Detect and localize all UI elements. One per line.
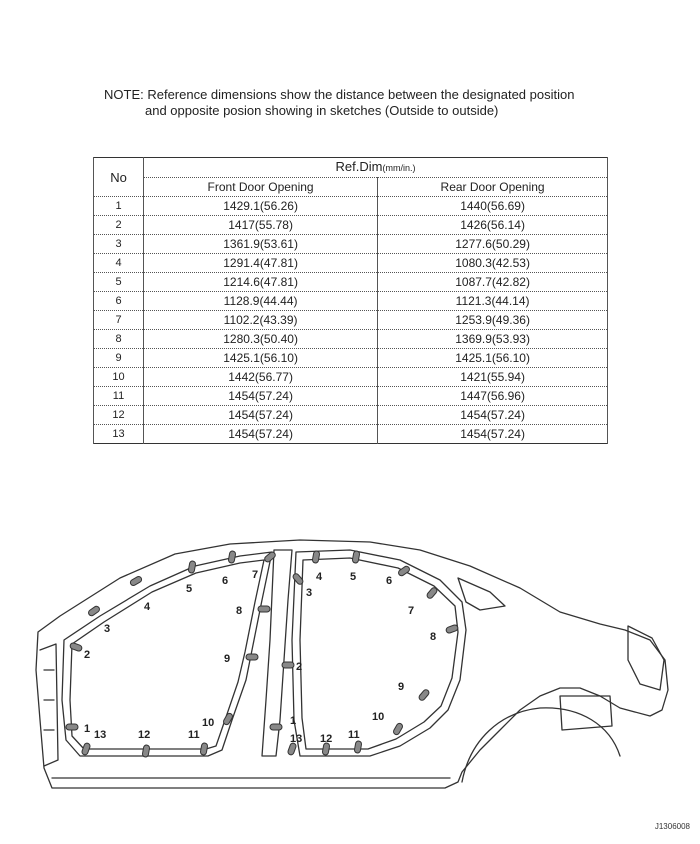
table-row — [94, 330, 608, 349]
front-callout-3: 3 — [104, 623, 111, 635]
front-door-value: 1454(57.24) — [144, 387, 378, 406]
front-callout-9: 9 — [224, 653, 231, 665]
front-door-header: Front Door Opening — [144, 178, 378, 197]
reference-note — [104, 87, 624, 119]
ref-dim-unit: (mm/in.) — [382, 163, 416, 173]
front-door-value: 1454(57.24) — [144, 406, 378, 425]
rear-door-header: Rear Door Opening — [378, 178, 608, 197]
row-number: 3 — [94, 235, 144, 254]
rear-door-value: 1426(56.14) — [378, 216, 608, 235]
table-row — [94, 387, 608, 406]
rear-callout-11: 11 — [348, 729, 360, 741]
rear-door-value: 1454(57.24) — [378, 406, 608, 425]
row-number: 4 — [94, 254, 144, 273]
rear-door-value: 1421(55.94) — [378, 368, 608, 387]
table-row — [94, 406, 608, 425]
front-callout-5: 5 — [186, 583, 193, 595]
row-number: 7 — [94, 311, 144, 330]
rear-callout-6: 6 — [386, 575, 393, 587]
front-callout-8: 8 — [236, 605, 243, 617]
front-callout-11: 11 — [188, 729, 200, 741]
table-row — [94, 311, 608, 330]
dimensions-table — [93, 157, 608, 444]
rear-door-value: 1369.9(53.93) — [378, 330, 608, 349]
row-number: 12 — [94, 406, 144, 425]
sketch-labels — [84, 569, 436, 745]
rear-callout-8: 8 — [430, 631, 437, 643]
rear-door-value: 1121.3(44.14) — [378, 292, 608, 311]
table-row — [94, 254, 608, 273]
front-door-value: 1454(57.24) — [144, 425, 378, 444]
measurement-markers — [66, 551, 459, 758]
figure-code: J1306008 — [654, 822, 690, 831]
rear-door-value: 1425.1(56.10) — [378, 349, 608, 368]
row-number: 5 — [94, 273, 144, 292]
car-body-side-sketch — [0, 520, 700, 820]
front-callout-7: 7 — [252, 569, 259, 581]
table-row — [94, 273, 608, 292]
rear-callout-12: 12 — [320, 733, 333, 745]
rear-callout-9: 9 — [398, 681, 405, 693]
note-line-2: and opposite posion showing in sketches (Outside to outside) — [145, 103, 499, 118]
rear-door-value: 1440(56.69) — [378, 197, 608, 216]
front-door-value: 1361.9(53.61) — [144, 235, 378, 254]
table-row — [94, 349, 608, 368]
rear-callout-5: 5 — [350, 571, 357, 583]
rear-callout-3: 3 — [306, 587, 313, 599]
front-callout-6: 6 — [222, 575, 229, 587]
table-row — [94, 235, 608, 254]
front-callout-13: 13 — [94, 729, 107, 741]
table-row — [94, 292, 608, 311]
front-callout-10: 10 — [202, 717, 215, 729]
front-door-value: 1417(55.78) — [144, 216, 378, 235]
row-number: 1 — [94, 197, 144, 216]
rear-callout-7: 7 — [408, 605, 415, 617]
row-number: 6 — [94, 292, 144, 311]
row-number: 2 — [94, 216, 144, 235]
front-callout-1: 1 — [84, 723, 91, 735]
row-number: 9 — [94, 349, 144, 368]
row-number: 13 — [94, 425, 144, 444]
rear-callout-13: 13 — [290, 733, 303, 745]
front-door-value: 1128.9(44.44) — [144, 292, 378, 311]
ref-dim-header — [144, 158, 608, 178]
dimensions-table-body — [94, 197, 608, 444]
rear-door-value: 1087.7(42.82) — [378, 273, 608, 292]
front-door-value: 1442(56.77) — [144, 368, 378, 387]
front-door-value: 1102.2(43.39) — [144, 311, 378, 330]
rear-callout-1: 1 — [290, 715, 297, 727]
rear-door-value: 1080.3(42.53) — [378, 254, 608, 273]
row-number: 11 — [94, 387, 144, 406]
row-number: 10 — [94, 368, 144, 387]
rear-door-value: 1277.6(50.29) — [378, 235, 608, 254]
front-callout-12: 12 — [138, 729, 151, 741]
no-header: No — [94, 158, 144, 197]
rear-door-value: 1454(57.24) — [378, 425, 608, 444]
front-door-value: 1429.1(56.26) — [144, 197, 378, 216]
rear-door-value: 1253.9(49.36) — [378, 311, 608, 330]
front-door-opening-outline — [62, 552, 272, 756]
ref-dim-title: Ref.Dim — [335, 159, 383, 174]
table-row — [94, 216, 608, 235]
front-door-value: 1280.3(50.40) — [144, 330, 378, 349]
rear-callout-4: 4 — [316, 571, 323, 583]
rear-callout-10: 10 — [372, 711, 385, 723]
rear-lamp — [628, 626, 664, 690]
table-row — [94, 425, 608, 444]
front-door-value: 1214.6(47.81) — [144, 273, 378, 292]
front-door-value: 1291.4(47.81) — [144, 254, 378, 273]
front-door-value: 1425.1(56.10) — [144, 349, 378, 368]
rear-door-value: 1447(56.96) — [378, 387, 608, 406]
table-row — [94, 197, 608, 216]
rear-callout-2: 2 — [296, 661, 303, 673]
row-number: 8 — [94, 330, 144, 349]
table-row — [94, 368, 608, 387]
note-line-1: NOTE: Reference dimensions show the distance between the designated position — [104, 87, 575, 102]
front-callout-4: 4 — [144, 601, 151, 613]
quarter-window — [458, 578, 505, 610]
front-callout-2: 2 — [84, 649, 91, 661]
